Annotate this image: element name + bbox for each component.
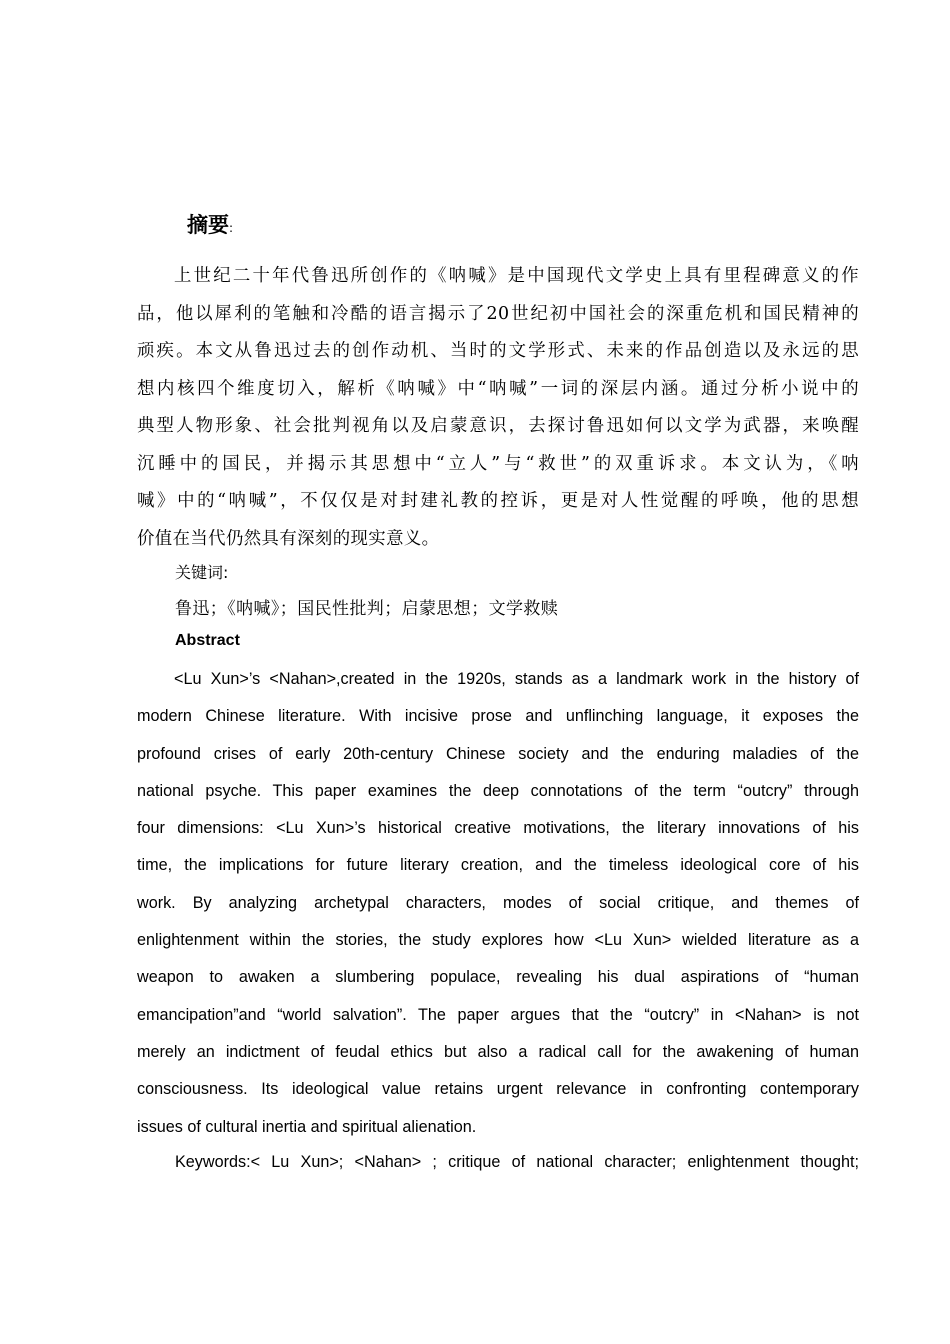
english-abstract-line: work. By analyzing archetypal characters, modes of social critique, and themes of: [137, 893, 859, 912]
chinese-abstract-paragraph: [137, 258, 859, 558]
english-abstract-line: four dimensions: <Lu Xun>’s historical creative motivations, the literary innovations of his: [137, 819, 859, 838]
chinese-abstract-line: 想内核四个维度切入，解析《呐喊》中“呐喊”一词的深层内涵。通过分析小说中的: [137, 378, 859, 399]
abstract-title-colon: :: [229, 221, 234, 235]
english-abstract-line: national psyche. This paper examines the deep connotations of the term “outcry” through: [137, 781, 859, 800]
abstract-en-heading: Abstract: [175, 632, 240, 649]
english-abstract-line: enlightenment within the stories, the study explores how <Lu Xun> wielded literature as a: [137, 931, 859, 950]
english-abstract-line: emancipation”and “world salvation”. The paper argues that the “outcry” in <Nahan> is not: [137, 1005, 859, 1024]
chinese-abstract-line: 典型人物形象、社会批判视角以及启蒙意识，去探讨鲁迅如何以文学为武器，来唤醒: [137, 416, 859, 436]
english-abstract-line: <Lu Xun>’s <Nahan>,created in the 1920s, stands as a landmark work in the history of: [174, 670, 859, 688]
english-abstract-line: consciousness. Its ideological value retains urgent relevance in confronting contemporary: [137, 1080, 859, 1099]
keywords-cn-value: 鲁迅；《呐喊》；国民性批判；启蒙思想；文学救赎: [175, 599, 559, 619]
english-abstract-line: merely an indictment of feudal ethics but also a radical call for the awakening of human: [137, 1042, 859, 1061]
english-abstract-paragraph: [137, 661, 859, 1146]
english-abstract-line: modern Chinese literature. With incisive prose and unflinching language, it exposes the: [137, 707, 859, 726]
keywords-en-value: Keywords:< Lu Xun>; <Nahan> ; critique of national character; enlightenment thought;: [175, 1153, 859, 1171]
abstract-title-text: 摘要: [187, 213, 229, 237]
english-abstract-line: issues of cultural inertia and spiritual alienation.: [137, 1117, 477, 1136]
abstract-title: [187, 209, 233, 239]
chinese-abstract-line: 品，他以犀利的笔触和冷酷的语言揭示了20世纪初中国社会的深重危机和国民精神的: [137, 303, 859, 324]
chinese-abstract-line: 喊》中的“呐喊”，不仅仅是对封建礼教的控诉，更是对人性觉醒的呼唤，他的思想: [137, 491, 859, 511]
keywords-cn-label: 关键词:: [175, 563, 229, 582]
english-abstract-line: time, the implications for future literary creation, and the timeless ideological core of his: [137, 856, 859, 875]
chinese-abstract-line: 价值在当代仍然具有深刻的现实意义。: [137, 528, 440, 549]
english-abstract-line: profound crises of early 20th-century Chinese society and the enduring maladies of the: [137, 744, 859, 763]
chinese-abstract-line: 顽疾。本文从鲁迅过去的创作动机、当时的文学形式、未来的作品创造以及永远的思: [137, 341, 859, 361]
chinese-abstract-line: 上世纪二十年代鲁迅所创作的《呐喊》是中国现代文学史上具有里程碑意义的作: [174, 266, 859, 286]
english-abstract-line: weapon to awaken a slumbering populace, revealing his dual aspirations of “human: [137, 968, 859, 987]
chinese-abstract-line: 沉睡中的国民，并揭示其思想中“立人”与“救世”的双重诉求。本文认为，《呐: [137, 453, 859, 474]
